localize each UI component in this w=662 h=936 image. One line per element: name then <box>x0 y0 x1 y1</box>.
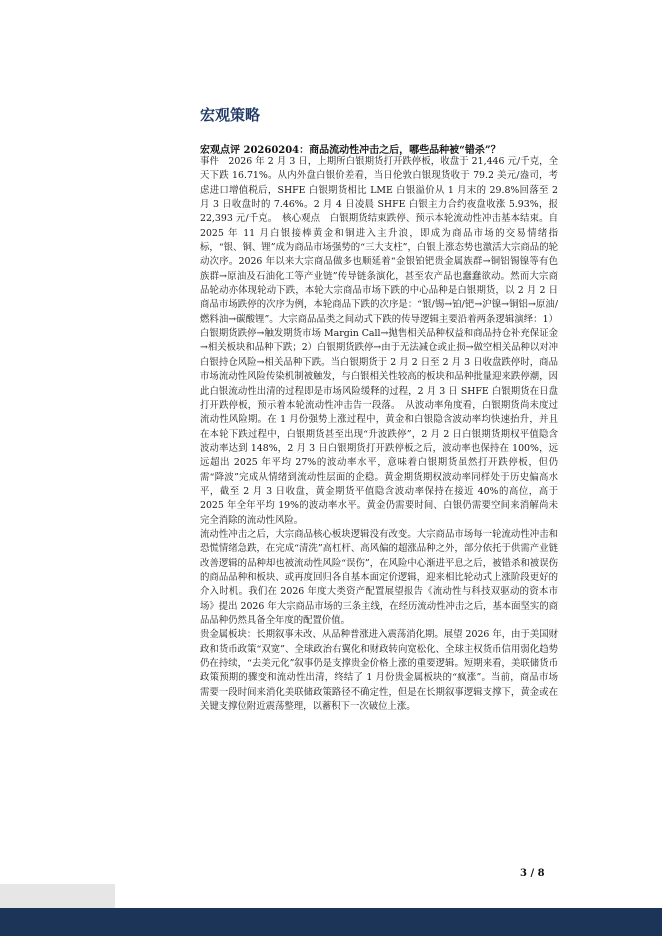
page-number: 3 / 8 <box>520 868 545 879</box>
paragraph: 流动性冲击之后，大宗商品核心板块逻辑没有改变。大宗商品市场每一轮流动性冲击和恐慌情绪急跌，在完成“清洗”高杠杆、高风偏的超涨品种之外，部分依托于供需产业链改善逻辑的品种却也被流动性风险“误伤”，在风险中心渐进平息之后，被错杀和被误伤的商品品种和板块、或再度回归各自基本面定价逻辑，迎来相比轮动式上涨阶段更好的介入时机。我们在 2026 年度大类资产配置展望报告《流动性与科技双驱动的资本市场》提出 2026 年大宗商品市场的三条主线，在经历流动性冲击之后，基本面坚实的商品品种仍然具备全年度的配置价值。 <box>200 528 558 626</box>
section-title: 宏观策略 <box>200 106 261 124</box>
article-title: 宏观点评 20260204：商品流动性冲击之后，哪些品种被“错杀”？ <box>200 145 501 156</box>
article-body <box>200 155 558 714</box>
paragraph: 贵金属板块：长期叙事未改、从品种普涨进入震荡消化期。展望 2026 年，由于美国财政和货币政策“双宽”、全球政治右翼化和财政转向宽松化、全球主权货币信用弱化趋势仍在持续，“去美元化”叙事仍是支撑贵金价格上涨的重要逻辑。短期来看，美联储货币政策预期的骤变和流动性出清，终结了 1 月份贵金属板块的“疯涨”。当前，商品市场需要一段时间来消化美联储政策路径不确定性，但是在长期叙事逻辑支撑下，黄金或在关键支撑位附近震荡整理，以蓄积下一次破位上涨。 <box>200 629 558 713</box>
paragraph: 事件 2026 年 2 月 3 日，上期所白银期货打开跌停板，收盘于 21,446 元/千克，全天下跌 16.71%。从内外盘白银价差看，当日伦敦白银现货收于 79.2 美元/盎司，考虑进口增值税后，SHFE 白银期货相比 LME 白银溢价从 1 月末的 29.8%回落至 2 月 3 日收盘时的 7.46%。2 月 4 日凌晨 SHFE 白银主力合约夜盘收涨 5.93%，报 22,393 元/千克。 核心观点 白银期货结束跌停、预示本轮流动性冲击基本结束。自 2025 年 11 月白银接棒黄金和铜进入主升浪，即成为商品市场的交易情绪指标，“银、铜、锂”成为商品市场强势的“三大支柱”，白银上涨态势也激活大宗商品的轮动次序。2026 年以来大宗商品做多也顺延着“金银铂钯贵金属族群→铜铝锡镍等有色族群→原油及石油化工等产业链”传导链条演化，甚至农产品也蠢蠢欲动。然而大宗商品轮动亦体现轮动下跌，本轮大宗商品市场下跌的中心品种是白银期货，以 2 月 2 日商品市场跌停的次序为例，本轮商品下跌的次序是：“银/锡→铂/钯→沪镍→铜铝→原油/燃料油→碳酸锂”。大宗商品品类之间动式下跌的传导逻辑主要沿着两条逻辑演绎：1）白银期货跌停→触发期货市场 Margin Call→抛售相关品种权益和商品持仓补充保证金→相关板块和品种下跌；2）白银期货跌停→由于无法减仓或止损→做空相关品种以对冲白银持仓风险→相关品种下跌。当白银期货于 2 月 2 日至 2 月 3 日收盘跌停时，商品市场流动性风险传染机制被触发，与白银相关性较高的板块和品种批量迎来跌停潮，因此白银流动性出清的过程即是市场风险缓释的过程，2 月 3 日 SHFE 白银期货在日盘打开跌停板，预示着本轮流动性冲击告一段落。 从波动率角度看，白银期货尚未度过流动性风险期。在 1 月份强势上涨过程中，黄金和白银隐含波动率均快速抬升，并且在本轮下跌过程中，白银期货甚至出现“升波跌停”，2 月 2 日白银期货期权平值隐含波动率达到 148%，2 月 3 日白银期货打开跌停板之后，波动率也保持在 100%，远远超出 2025 年平均 27%的波动率水平，意味着白银期货虽然打开跌停板，但仍需“降波”完成从情绪到流动性层面的企稳。黄金期货期权波动率同样处于历史偏高水平，截至 2 月 3 日收盘，黄金期货平值隐含波动率保持在接近 40%的高位，高于 2025 年全年平均 19%的波动率水平。黄金仍需要时间、白银仍需要空间来消解尚未完全消除的流动性风险。 <box>200 156 558 526</box>
footer-gray-tab <box>0 884 115 908</box>
footer-bar <box>0 908 662 936</box>
